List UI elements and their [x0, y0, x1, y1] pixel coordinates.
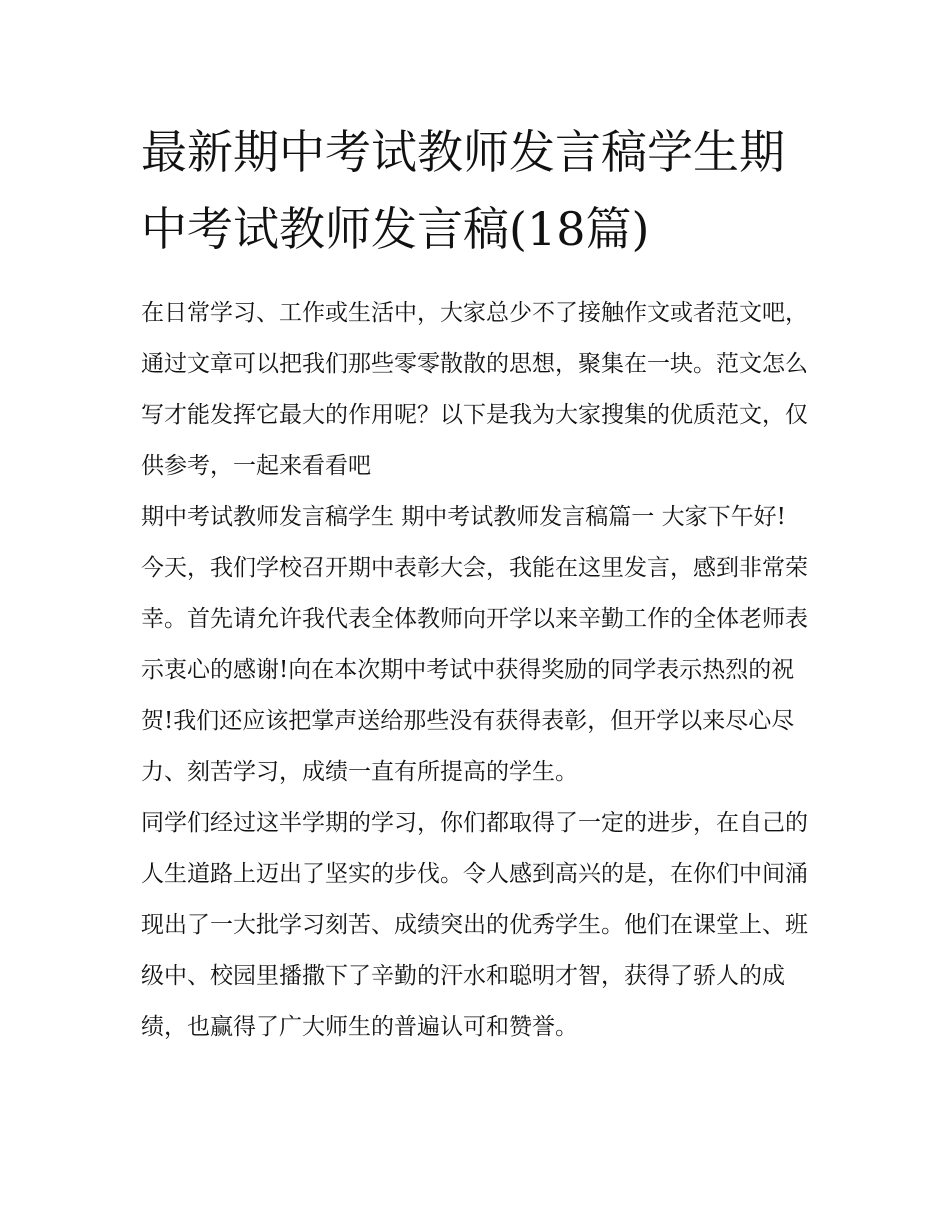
paragraph-intro: 在日常学习、工作或生活中，大家总少不了接触作文或者范文吧，通过文章可以把我们那些零零散散的思想，聚集在一块。范文怎么写才能发挥它最大的作用呢？以下是我为大家搜集的优质范文，仅供参考，一起来看看吧 — [141, 300, 808, 479]
paragraph-speech-progress: 同学们经过这半学期的学习，你们都取得了一定的进步，在自己的人生道路上迈出了坚实的步伐。令人感到高兴的是，在你们中间涌现出了一大批学习刻苦、成绩突出的优秀学生。他们在课堂上、班级中、校园里播撒下了辛勤的汗水和聪明才智，获得了骄人的成绩，也赢得了广大师生的普遍认可和赞誉。 — [141, 810, 808, 1040]
paragraph-greeting: 期中考试教师发言稿学生 期中考试教师发言稿篇一 大家下午好! — [141, 504, 786, 530]
document-content — [141, 114, 813, 1053]
paragraph-speech-opening: 今天，我们学校召开期中表彰大会，我能在这里发言，感到非常荣幸。首先请允许我代表全体教师向开学以来辛勤工作的全体老师表示衷心的感谢!向在本次期中考试中获得奖励的同学表示热烈的祝贺!我们还应该把掌声送给那些没有获得表彰，但开学以来尽心尽力、刻苦学习，成绩一直有所提高的学生。 — [141, 555, 808, 785]
document-body — [141, 288, 813, 1053]
document-title: 最新期中考试教师发言稿学生期中考试教师发言稿(18篇) — [141, 125, 785, 256]
